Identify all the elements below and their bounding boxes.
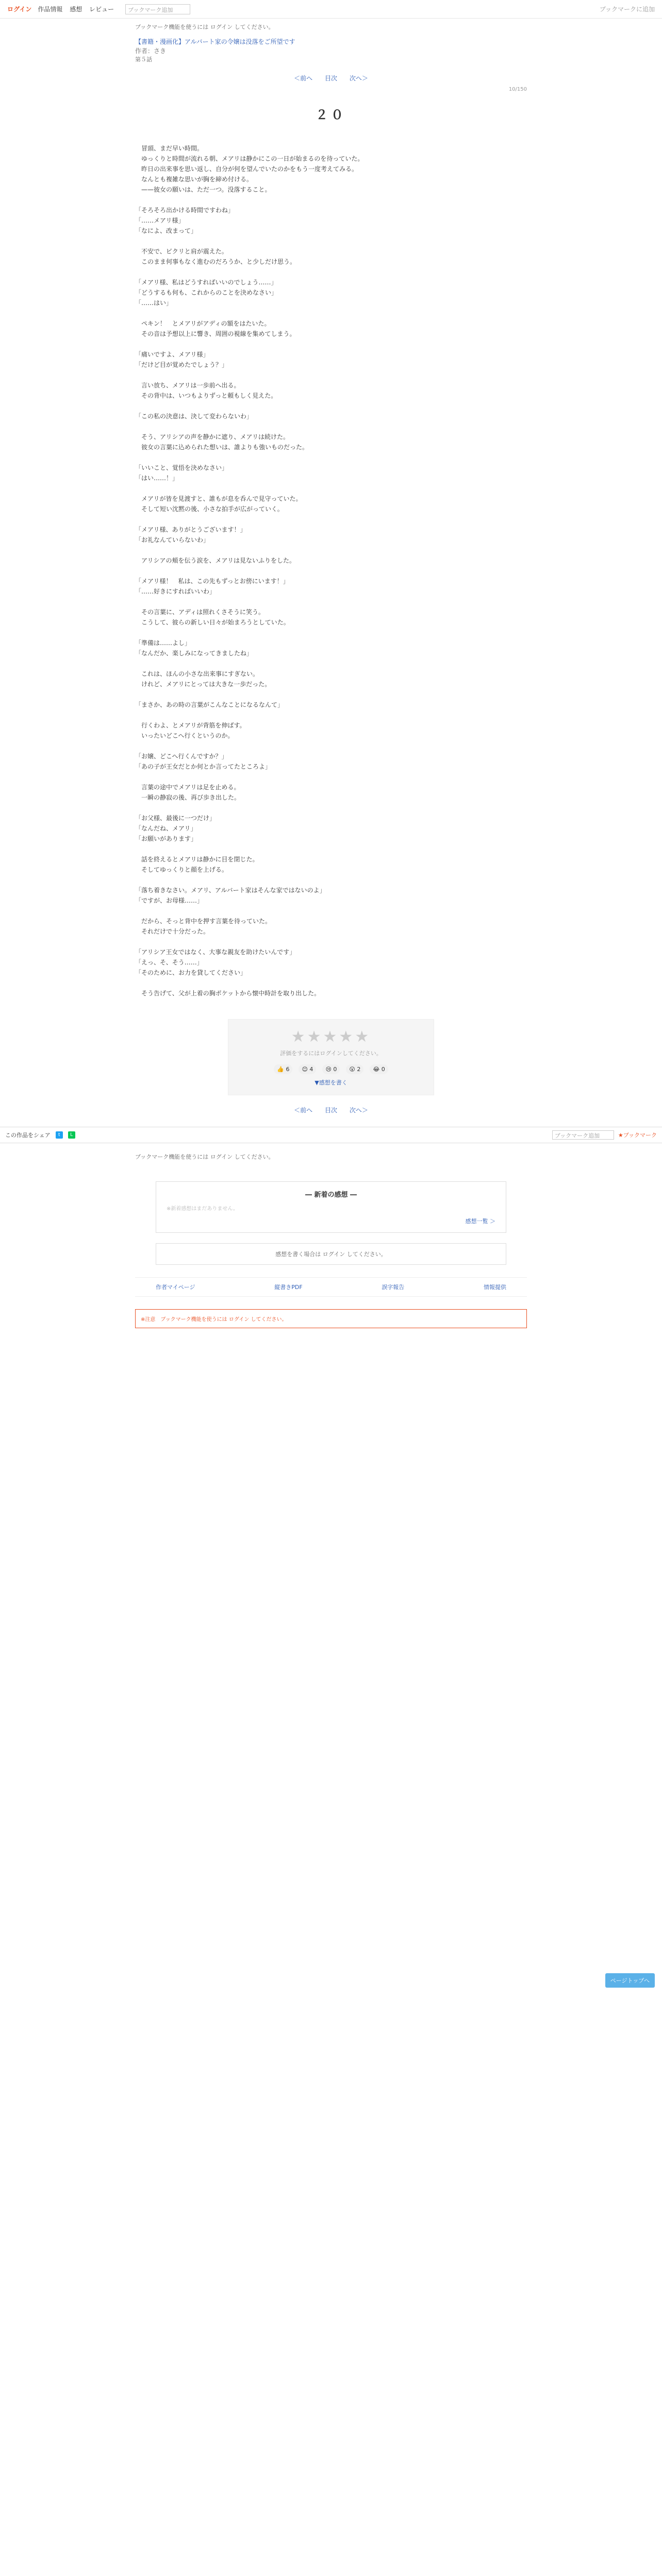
twitter-icon[interactable]: t <box>56 1131 63 1139</box>
paragraph-gap <box>135 339 527 349</box>
paragraph: 「ですが、お母様……」 <box>135 897 204 904</box>
rating-box <box>228 1019 434 1095</box>
line-icon[interactable]: L <box>68 1131 75 1139</box>
paragraph: そして短い沈黙の後、小さな拍手が広がっていく。 <box>135 505 284 513</box>
bookmark-add-field[interactable]: ブックマーク追加 <box>125 4 190 14</box>
paragraph: 「なんだね、メアリ」 <box>135 825 197 832</box>
nav-info[interactable]: 作品情報 <box>38 6 63 13</box>
prev-link[interactable]: ＜前へ <box>294 75 313 82</box>
info-link[interactable]: 情報提供 <box>483 1284 506 1291</box>
reaction-cry[interactable]: 😢 0 <box>322 1064 340 1074</box>
author-mypage-link[interactable]: 作者マイページ <box>156 1284 195 1291</box>
page-top-button[interactable]: ページトップへ <box>605 1973 655 1988</box>
next-link[interactable]: 次へ＞ <box>349 75 368 82</box>
impression-text: ※新着感想はまだありません。 <box>167 1206 238 1212</box>
paragraph-gap <box>135 597 527 607</box>
top-right-link[interactable]: ブックマークに追加 <box>599 6 655 13</box>
paragraph: 「お願いがあります」 <box>135 835 197 842</box>
paragraph: 「はい……！」 <box>135 474 179 482</box>
toc-link-bottom[interactable]: 目次 <box>324 1107 337 1114</box>
paragraph: 「アリシア王女ではなく、大事な親友を助けたいんです」 <box>135 948 296 956</box>
page-count: 10/150 <box>508 87 527 92</box>
typo-report-link[interactable]: 誤字報告 <box>382 1284 405 1291</box>
paragraph: ——彼女の願いは、ただ一つ。没落すること。 <box>135 186 271 193</box>
paragraph-gap <box>135 710 527 720</box>
paragraph-gap <box>135 658 527 669</box>
paragraph: 「なんだか、楽しみになってきましたね」 <box>135 650 253 657</box>
paragraph-gap <box>135 875 527 885</box>
bottom-nav <box>135 1277 527 1297</box>
paragraph: その音は予想以上に響き、周囲の視線を集めてしまう。 <box>135 330 296 337</box>
chapter-number: 第５話 <box>135 56 152 63</box>
paragraph: こうして、彼らの新しい日々が始まろうとしていた。 <box>135 619 290 626</box>
paragraph: アリシアの頬を伝う涙を、メアリは見ないふりをした。 <box>135 557 296 564</box>
paragraph: 「えっ、そ、そう……」 <box>135 959 203 966</box>
paragraph: 「どうするも何も、これからのことを決めなさい」 <box>135 289 278 296</box>
prev-link-bottom[interactable]: ＜前へ <box>294 1107 313 1114</box>
paragraph: ゆっくりと時間が流れる朝、メアリは静かにこの一日が始まるのを待っていた。 <box>135 155 364 162</box>
paragraph: 言い放ち、メアリは一歩前へ出る。 <box>135 382 240 389</box>
paragraph: 彼女の言葉に込められた想いは、誰よりも強いものだった。 <box>135 444 309 451</box>
impression-title: ― 新着の感想 ― <box>305 1191 357 1199</box>
paragraph: 行くわよ、とメアリが背筋を伸ばす。 <box>135 722 246 729</box>
top-bar <box>0 0 662 19</box>
paragraph: 「準備は……よし」 <box>135 639 191 647</box>
paragraph: 話を終えるとメアリは静かに目を閉じた。 <box>135 856 259 863</box>
reaction-surprise[interactable]: 😲 2 <box>346 1064 363 1074</box>
paragraph: 「だけど目が覚めたでしょう？」 <box>135 361 228 368</box>
rating-stars[interactable]: ★★★★★ <box>291 1028 371 1046</box>
paragraph: 不安で、ビクリと肩が震えた。 <box>135 248 228 255</box>
paragraph: 「そのために、お力を貸してください」 <box>135 969 247 976</box>
paragraph-gap <box>135 421 527 432</box>
paragraph: 「メアリ様、ありがとうございます！」 <box>135 526 246 533</box>
write-impression-link[interactable]: ▼感想を書く <box>315 1079 347 1086</box>
paragraph: だから、そっと背中を押す言葉を待っていた。 <box>135 918 272 925</box>
paragraph: 「いいこと、覚悟を決めなさい」 <box>135 464 228 471</box>
bookmark-button[interactable]: ★ブックマーク <box>618 1132 657 1139</box>
paragraph-gap <box>135 689 527 700</box>
pager-bottom <box>135 1106 527 1114</box>
paragraph-gap <box>135 514 527 524</box>
paragraph: 「……好きにすればいいわ」 <box>135 588 216 595</box>
paragraph-gap <box>135 978 527 988</box>
chapter-heading: ２０ <box>316 108 346 122</box>
paragraph-gap <box>135 803 527 813</box>
login-notice-bottom: ブックマーク機能を使うには ログイン してください。 <box>135 1154 274 1160</box>
reactions <box>228 1064 434 1074</box>
paragraph-gap <box>135 452 527 463</box>
paragraph: 「お嬢、どこへ行くんですか？」 <box>135 753 228 760</box>
next-link-bottom[interactable]: 次へ＞ <box>349 1107 368 1114</box>
paragraph: 「メアリ様！ 私は、この先もずっとお傍にいます！」 <box>135 578 289 585</box>
paragraph: それだけで十分だった。 <box>135 928 210 935</box>
paragraph-gap <box>135 401 527 411</box>
paragraph-gap <box>135 772 527 782</box>
paragraph: 「なによ、改まって」 <box>135 227 197 234</box>
work-title[interactable]: 【書籍・漫画化】アルバート家の令嬢は没落をご所望です <box>135 38 295 45</box>
paragraph-gap <box>135 370 527 380</box>
paragraph-gap <box>135 741 527 751</box>
paragraph-gap <box>135 308 527 318</box>
paragraph: 「……はい」 <box>135 299 173 307</box>
top-nav <box>38 5 119 13</box>
paragraph: 「お礼なんていらないわ」 <box>135 536 210 544</box>
paragraph: その背中は、いつもよりずっと頼もしく見えた。 <box>135 392 277 399</box>
paragraph: けれど、メアリにとっては大きな一歩だった。 <box>135 681 271 688</box>
paragraph-gap <box>135 566 527 576</box>
paragraph: 冒頭、まだ早い時間。 <box>135 145 204 152</box>
paragraph: これは、ほんの小さな出来事にすぎない。 <box>135 670 259 677</box>
paragraph: 「落ち着きなさい。メアリ、アルバート家はそんな家ではないのよ」 <box>135 887 326 894</box>
impression-box <box>156 1181 506 1233</box>
paragraph: 言葉の途中でメアリは足を止める。 <box>135 784 240 791</box>
paragraph-gap <box>135 195 527 205</box>
nav-review[interactable]: レビュー <box>89 6 114 13</box>
login-link[interactable]: ログイン <box>7 6 32 13</box>
paragraph-gap <box>135 628 527 638</box>
novel-body <box>135 143 527 998</box>
paragraph: このまま何事もなく進むのだろうか、と少しだけ思う。 <box>135 258 296 265</box>
share-label: この作品をシェア <box>5 1132 51 1139</box>
paragraph: 「この私の決意は、決して変わらないわ」 <box>135 413 253 420</box>
paragraph-gap <box>135 267 527 277</box>
warning-box: ※注意 ブックマーク機能を使うには ログイン してください。 <box>135 1309 527 1328</box>
paragraph: ペキン！ とメアリがアディの額をはたいた。 <box>135 320 271 327</box>
paragraph: いったいどこへ行くというのか。 <box>135 732 234 739</box>
paragraph: メアリが皆を見渡すと、誰もが息を呑んで見守っていた。 <box>135 495 302 502</box>
paragraph: その言葉に、アディは照れくさそうに笑う。 <box>135 608 265 616</box>
paragraph: 「あの子が王女だとか何とか言ってたところよ」 <box>135 763 272 770</box>
paragraph: 「……メアリ様」 <box>135 217 185 224</box>
paragraph-gap <box>135 906 527 916</box>
paragraph: 一瞬の静寂の後、再び歩き出した。 <box>135 794 241 801</box>
paragraph: そう、アリシアの声を静かに遮り、メアリは続けた。 <box>135 433 290 440</box>
paragraph-gap <box>135 483 527 494</box>
paragraph: なんとも複雑な思いが胸を締め付ける。 <box>135 176 253 183</box>
share-bar <box>0 1127 662 1143</box>
reaction-like[interactable]: 👍 6 <box>274 1064 292 1074</box>
paragraph: そう告げて、父が上着の胸ポケットから懐中時計を取り出した。 <box>135 990 321 997</box>
paragraph-gap <box>135 236 527 246</box>
paragraph: 「痛いですよ、メアリ様」 <box>135 351 209 358</box>
paragraph-gap <box>135 937 527 947</box>
vertical-pdf-link[interactable]: 縦書きPDF <box>274 1284 303 1291</box>
paragraph: 「まさか、あの時の言葉がこんなことになるなんて」 <box>135 701 284 708</box>
toc-link[interactable]: 目次 <box>324 75 337 82</box>
paragraph-gap <box>135 844 527 854</box>
paragraph: 昨日の出来事を思い返し、自分が何を望んでいたのかをもう一度考えてみる。 <box>135 165 358 173</box>
paragraph: 「お父様、最後に一つだけ」 <box>135 815 216 822</box>
reaction-laugh[interactable]: 😂 0 <box>370 1064 388 1074</box>
paragraph: そしてゆっくりと顔を上げる。 <box>135 866 228 873</box>
pager-top <box>135 74 527 82</box>
impression-more-link[interactable]: 感想一覧 ＞ <box>465 1218 495 1225</box>
login-notice: ブックマーク機能を使うには ログイン してください。 <box>135 24 274 30</box>
reaction-smile[interactable]: 😊 4 <box>299 1064 316 1074</box>
rating-note: 評価をするにはログインしてください。 <box>280 1050 382 1057</box>
paragraph: 「メアリ様、私はどうすればいいのでしょう……」 <box>135 279 277 286</box>
bookmark-add-field-bottom[interactable]: ブックマーク追加 <box>552 1130 614 1140</box>
paragraph-gap <box>135 545 527 555</box>
nav-impression[interactable]: 感想 <box>70 6 82 13</box>
paragraph: 「そろそろ出かける時間ですわね」 <box>135 207 235 214</box>
work-author[interactable]: 作者：さき <box>135 47 167 55</box>
review-notice: 感想を書く場合は ログイン してください。 <box>156 1243 506 1265</box>
